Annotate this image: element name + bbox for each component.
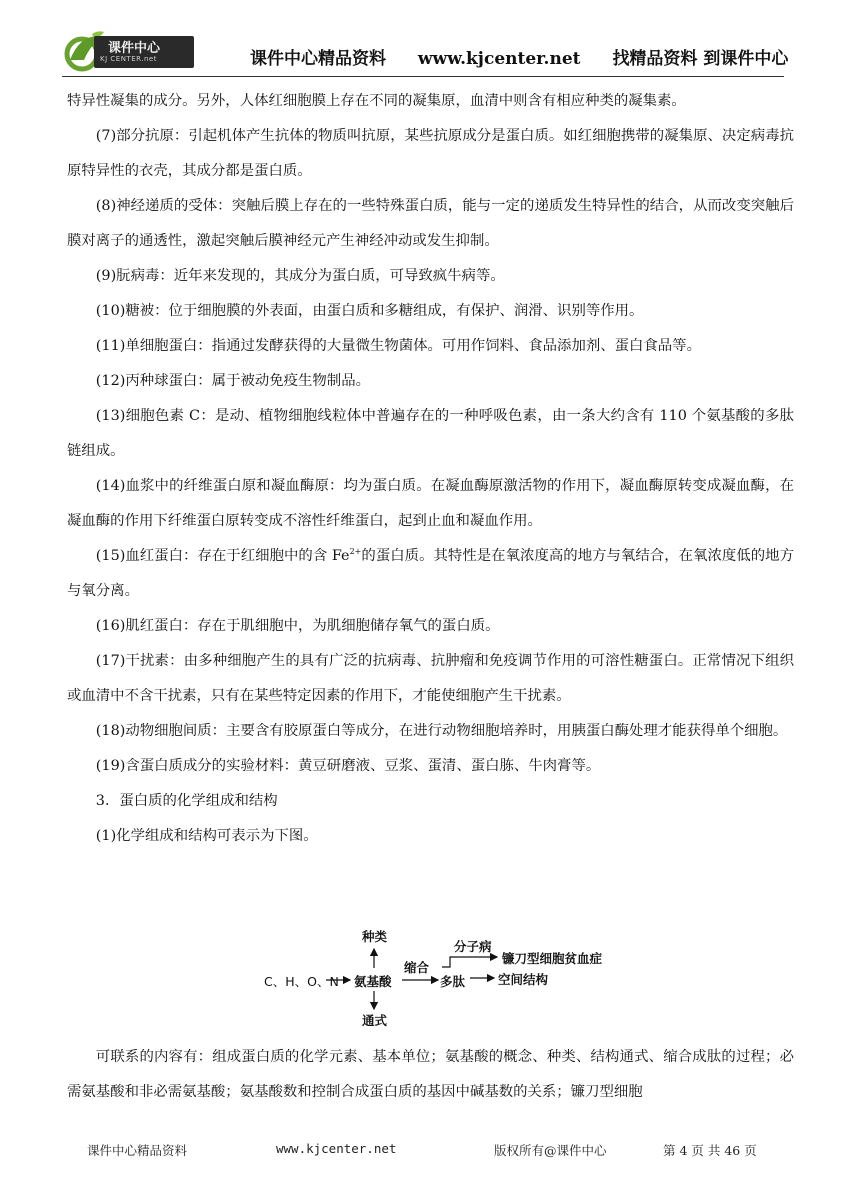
protein-structure-diagram xyxy=(264,925,634,1030)
diagram-elements: C、H、O、N xyxy=(264,974,339,989)
paragraph: (9)朊病毒：近年来发现的，其成分为蛋白质，可导致疯牛病等。 xyxy=(95,268,505,284)
paragraph: 可联系的内容有：组成蛋白质的化学元素、基本单位；氨基酸的概念、种类、结构通式、缩合成肽的过程；必需氨基酸和非必需氨基酸；氨基酸数和控制合成蛋白质的基因中碱基数的关系；镰刀型细胞 xyxy=(67,1049,794,1100)
document-body xyxy=(67,84,794,854)
paragraph: (7)部分抗原：引起机体产生抗体的物质叫抗原，某些抗原成分是蛋白质。如红细胞携带的凝集原、决定病毒抗原特异性的衣壳，其成分都是蛋白质。 xyxy=(67,128,794,179)
diagram-molecular-disease: 分子病 xyxy=(454,939,492,954)
section-heading: 3．蛋白质的化学组成和结构 xyxy=(95,793,278,809)
page-header xyxy=(62,28,789,77)
header-banner xyxy=(250,44,788,69)
paragraph xyxy=(67,539,794,609)
header-slogan: 找精品资料 到课件中心 xyxy=(612,49,789,69)
logo-main-text: 课件中心 xyxy=(108,41,161,56)
paragraph: (14)血浆中的纤维蛋白原和凝血酶原：均为蛋白质。在凝血酶原激活物的作用下，凝血酶原转变成凝血酶，在凝血酶的作用下纤维蛋白原转变成不溶性纤维蛋白，起到止血和凝血作用。 xyxy=(67,478,794,529)
superscript-charge: 2+ xyxy=(349,547,362,557)
header-url[interactable]: www.kjcenter.net xyxy=(417,49,581,69)
paragraph: 特异性凝集的成分。另外，人体红细胞膜上存在不同的凝集原，血清中则含有相应种类的凝集素。 xyxy=(67,93,686,109)
paragraph: (17)干扰素：由多种细胞产生的具有广泛的抗病毒、抗肿瘤和免疫调节作用的可溶性糖蛋白。正常情况下组织或血清中不含干扰素，只有在某些特定因素的作用下，才能使细胞产生干扰素。 xyxy=(67,653,794,704)
footer-url[interactable]: www.kjcenter.net xyxy=(276,1141,397,1156)
diagram-kinds: 种类 xyxy=(362,929,388,944)
paragraph: (18)动物细胞间质：主要含有胶原蛋白等成分，在进行动物细胞培养时，用胰蛋白酶处理才能获得单个细胞。 xyxy=(95,723,788,739)
diagram-amino-acid: 氨基酸 xyxy=(354,974,392,989)
footer-page-number: 第 4 页 共 46 页 xyxy=(663,1143,757,1158)
diagram-sickle-cell: 镰刀型细胞贫血症 xyxy=(502,951,603,966)
footer-left: 课件中心精品资料 xyxy=(87,1143,188,1158)
paragraph-text: (15)血红蛋白：存在于红细胞中的含 Fe xyxy=(95,548,350,564)
paragraph: (16)肌红蛋白：存在于肌细胞中，为肌细胞储存氧气的蛋白质。 xyxy=(95,618,500,634)
diagram-spatial-structure: 空间结构 xyxy=(498,972,549,987)
paragraph: (1)化学组成和结构可表示为下图。 xyxy=(95,828,318,844)
diagram-polypeptide: 多肽 xyxy=(440,974,466,989)
document-body-continued xyxy=(67,1040,794,1110)
kjcenter-logo xyxy=(62,30,194,72)
diagram-formula: 通式 xyxy=(362,1013,388,1028)
paragraph: (8)神经递质的受体：突触后膜上存在的一些特殊蛋白质，能与一定的递质发生特异性的结合，从而改变突触后膜对离子的通透性，激起突触后膜神经元产生神经冲动或发生抑制。 xyxy=(67,198,794,249)
arrow-to-disease xyxy=(442,957,497,967)
header-title: 课件中心精品资料 xyxy=(250,49,386,69)
paragraph: (19)含蛋白质成分的实验材料：黄豆研磨液、豆浆、蛋清、蛋白胨、牛肉膏等。 xyxy=(95,758,601,774)
diagram-condensation: 缩合 xyxy=(404,960,430,975)
paragraph: (12)丙种球蛋白：属于被动免疫生物制品。 xyxy=(95,373,370,389)
paragraph: (10)糖被：位于细胞膜的外表面，由蛋白质和多糖组成，有保护、润滑、识别等作用。 xyxy=(95,303,644,319)
footer-copyright: 版权所有@课件中心 xyxy=(494,1143,607,1158)
paragraph-text: 的蛋白质。其特性是在氧浓度高的地方与氧结合，在氧浓度低的地方与氧分离。 xyxy=(67,548,794,599)
logo-sub-text: KJ CENTER.net xyxy=(100,55,157,63)
paragraph: (13)细胞色素 C：是动、植物细胞线粒体中普遍存在的一种呼吸色素，由一条大约含有 110 个氨基酸的多肽链组成。 xyxy=(67,408,794,459)
paragraph: (11)单细胞蛋白：指通过发酵获得的大量微生物菌体。可用作饲料、食品添加剂、蛋白食品等。 xyxy=(95,338,701,354)
